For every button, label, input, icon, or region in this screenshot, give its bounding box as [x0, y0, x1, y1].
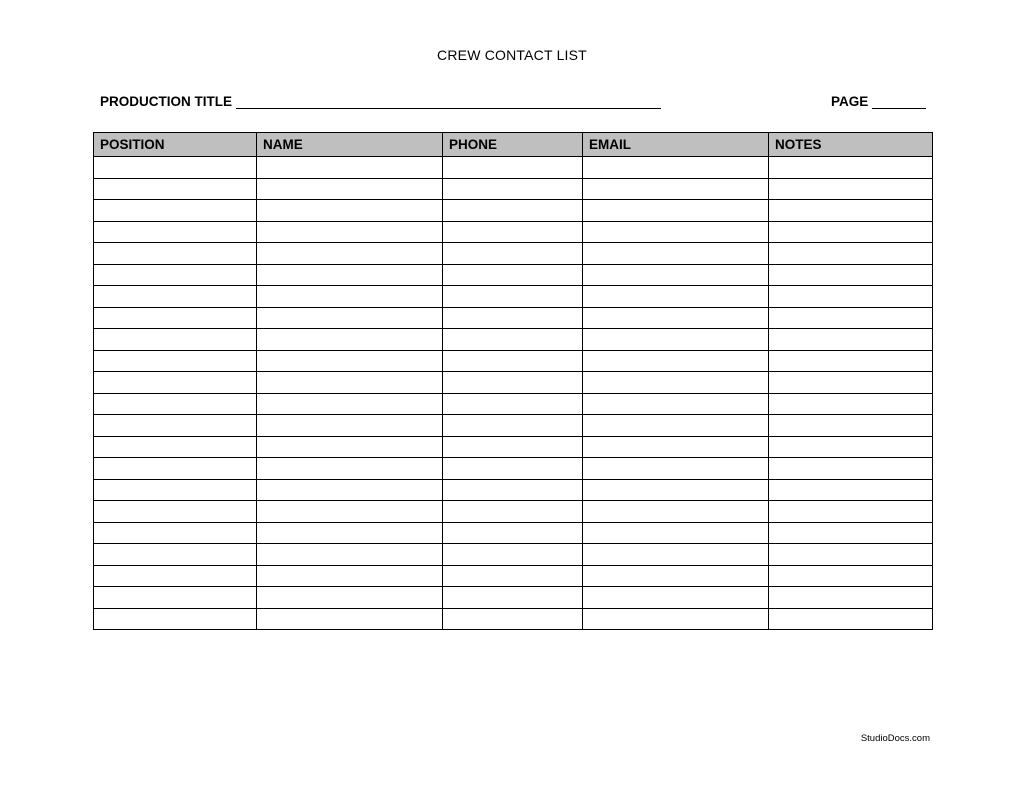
cell-email[interactable] [583, 544, 769, 566]
table-row [94, 157, 933, 179]
cell-position[interactable] [94, 501, 257, 523]
column-header-email: EMAIL [583, 133, 769, 157]
cell-notes[interactable] [769, 436, 933, 458]
table-row [94, 307, 933, 329]
cell-phone[interactable] [443, 458, 583, 480]
cell-notes[interactable] [769, 178, 933, 200]
cell-position[interactable] [94, 608, 257, 630]
cell-phone[interactable] [443, 264, 583, 286]
cell-phone[interactable] [443, 565, 583, 587]
cell-name[interactable] [257, 157, 443, 179]
table-row [94, 329, 933, 351]
footer-credit: StudioDocs.com [860, 733, 930, 744]
cell-position[interactable] [94, 200, 257, 222]
cell-name[interactable] [257, 307, 443, 329]
cell-email[interactable] [583, 587, 769, 609]
cell-position[interactable] [94, 479, 257, 501]
cell-name[interactable] [257, 415, 443, 437]
cell-email[interactable] [583, 393, 769, 415]
cell-position[interactable] [94, 544, 257, 566]
cell-name[interactable] [257, 329, 443, 351]
page-number-blank[interactable] [872, 94, 926, 109]
cell-email[interactable] [583, 243, 769, 265]
table-row [94, 522, 933, 544]
cell-position[interactable] [94, 221, 257, 243]
document-title: CREW CONTACT LIST [437, 47, 587, 63]
cell-phone[interactable] [443, 178, 583, 200]
cell-position[interactable] [94, 286, 257, 308]
cell-notes[interactable] [769, 587, 933, 609]
cell-position[interactable] [94, 522, 257, 544]
cell-position[interactable] [94, 458, 257, 480]
cell-email[interactable] [583, 200, 769, 222]
cell-notes[interactable] [769, 372, 933, 394]
production-title-blank[interactable] [236, 94, 661, 109]
table-header-row [94, 133, 933, 157]
cell-email[interactable] [583, 307, 769, 329]
cell-phone[interactable] [443, 286, 583, 308]
production-title-label: PRODUCTION TITLE [100, 94, 232, 109]
table-row [94, 372, 933, 394]
cell-phone[interactable] [443, 608, 583, 630]
cell-position[interactable] [94, 243, 257, 265]
cell-position[interactable] [94, 565, 257, 587]
cell-name[interactable] [257, 458, 443, 480]
cell-phone[interactable] [443, 544, 583, 566]
cell-position[interactable] [94, 329, 257, 351]
cell-name[interactable] [257, 587, 443, 609]
table-row [94, 243, 933, 265]
table-row [94, 436, 933, 458]
cell-phone[interactable] [443, 221, 583, 243]
cell-notes[interactable] [769, 501, 933, 523]
table-row [94, 544, 933, 566]
column-header-name: NAME [257, 133, 443, 157]
cell-email[interactable] [583, 415, 769, 437]
cell-name[interactable] [257, 608, 443, 630]
table-row [94, 200, 933, 222]
cell-email[interactable] [583, 436, 769, 458]
table-row [94, 458, 933, 480]
cell-phone[interactable] [443, 307, 583, 329]
table-row [94, 350, 933, 372]
cell-notes[interactable] [769, 221, 933, 243]
cell-phone[interactable] [443, 350, 583, 372]
table-row [94, 286, 933, 308]
table-row [94, 393, 933, 415]
cell-notes[interactable] [769, 329, 933, 351]
cell-notes[interactable] [769, 458, 933, 480]
cell-notes[interactable] [769, 479, 933, 501]
cell-phone[interactable] [443, 436, 583, 458]
cell-email[interactable] [583, 372, 769, 394]
cell-email[interactable] [583, 501, 769, 523]
cell-name[interactable] [257, 178, 443, 200]
cell-position[interactable] [94, 436, 257, 458]
table-row [94, 565, 933, 587]
cell-notes[interactable] [769, 565, 933, 587]
page-number-field [831, 94, 926, 109]
cell-notes[interactable] [769, 415, 933, 437]
column-header-position: POSITION [94, 133, 257, 157]
page-label: PAGE [831, 94, 869, 109]
cell-email[interactable] [583, 264, 769, 286]
cell-email[interactable] [583, 522, 769, 544]
cell-position[interactable] [94, 307, 257, 329]
cell-email[interactable] [583, 479, 769, 501]
cell-notes[interactable] [769, 286, 933, 308]
cell-phone[interactable] [443, 587, 583, 609]
cell-phone[interactable] [443, 200, 583, 222]
cell-name[interactable] [257, 350, 443, 372]
table-body [94, 157, 933, 630]
cell-phone[interactable] [443, 157, 583, 179]
cell-name[interactable] [257, 565, 443, 587]
cell-email[interactable] [583, 608, 769, 630]
table-row [94, 479, 933, 501]
cell-name[interactable] [257, 243, 443, 265]
cell-notes[interactable] [769, 264, 933, 286]
cell-email[interactable] [583, 221, 769, 243]
cell-name[interactable] [257, 264, 443, 286]
cell-notes[interactable] [769, 350, 933, 372]
cell-notes[interactable] [769, 522, 933, 544]
table-row [94, 608, 933, 630]
cell-notes[interactable] [769, 243, 933, 265]
production-title-field [100, 94, 661, 109]
cell-phone[interactable] [443, 501, 583, 523]
cell-name[interactable] [257, 479, 443, 501]
column-header-notes: NOTES [769, 133, 933, 157]
cell-position[interactable] [94, 587, 257, 609]
cell-notes[interactable] [769, 608, 933, 630]
cell-position[interactable] [94, 350, 257, 372]
cell-name[interactable] [257, 200, 443, 222]
cell-phone[interactable] [443, 393, 583, 415]
cell-name[interactable] [257, 544, 443, 566]
cell-name[interactable] [257, 372, 443, 394]
table-row [94, 264, 933, 286]
cell-email[interactable] [583, 286, 769, 308]
cell-notes[interactable] [769, 307, 933, 329]
cell-phone[interactable] [443, 479, 583, 501]
table-row [94, 221, 933, 243]
cell-email[interactable] [583, 178, 769, 200]
table-row [94, 415, 933, 437]
cell-name[interactable] [257, 393, 443, 415]
cell-name[interactable] [257, 221, 443, 243]
cell-name[interactable] [257, 436, 443, 458]
cell-phone[interactable] [443, 415, 583, 437]
table-row [94, 178, 933, 200]
cell-phone[interactable] [443, 522, 583, 544]
cell-position[interactable] [94, 157, 257, 179]
cell-email[interactable] [583, 565, 769, 587]
cell-phone[interactable] [443, 329, 583, 351]
cell-position[interactable] [94, 372, 257, 394]
cell-position[interactable] [94, 393, 257, 415]
cell-email[interactable] [583, 329, 769, 351]
crew-contact-table [93, 132, 933, 630]
column-header-phone: PHONE [443, 133, 583, 157]
table-row [94, 587, 933, 609]
cell-name[interactable] [257, 286, 443, 308]
cell-notes[interactable] [769, 544, 933, 566]
cell-notes[interactable] [769, 393, 933, 415]
cell-position[interactable] [94, 415, 257, 437]
cell-position[interactable] [94, 264, 257, 286]
cell-phone[interactable] [443, 243, 583, 265]
table-row [94, 501, 933, 523]
cell-email[interactable] [583, 350, 769, 372]
cell-notes[interactable] [769, 157, 933, 179]
cell-email[interactable] [583, 458, 769, 480]
cell-name[interactable] [257, 522, 443, 544]
cell-position[interactable] [94, 178, 257, 200]
cell-email[interactable] [583, 157, 769, 179]
cell-phone[interactable] [443, 372, 583, 394]
cell-name[interactable] [257, 501, 443, 523]
cell-notes[interactable] [769, 200, 933, 222]
